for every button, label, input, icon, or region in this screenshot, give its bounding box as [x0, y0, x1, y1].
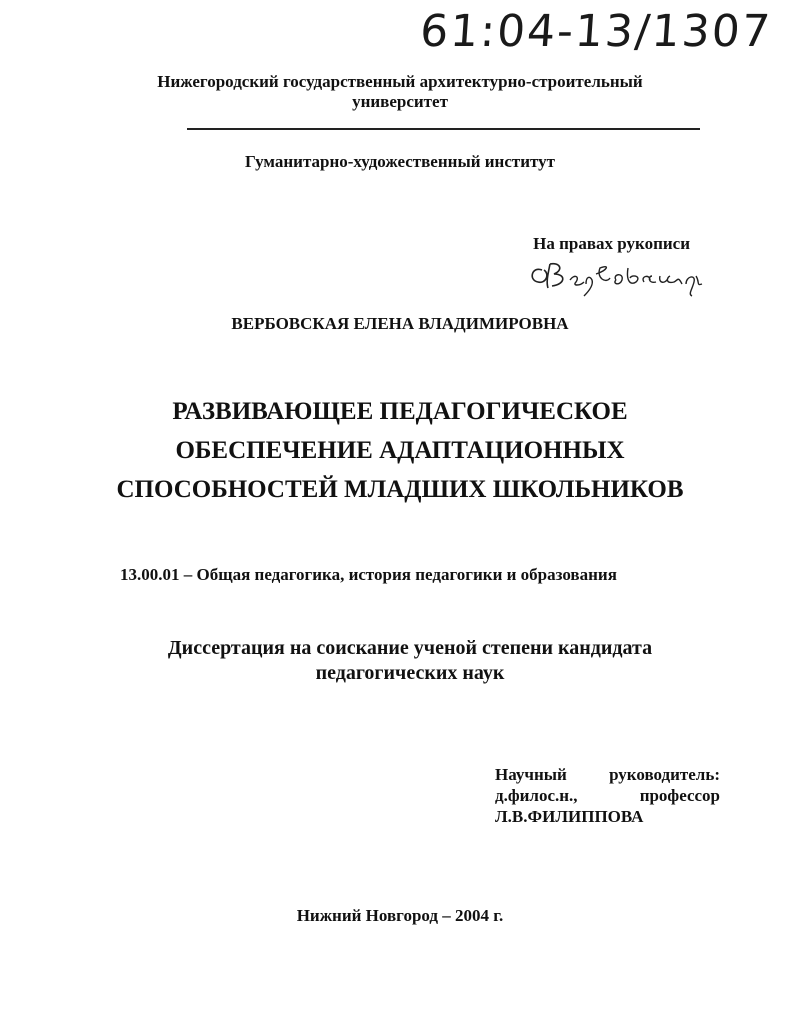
- archive-stamp: 61:04-13/1307: [418, 6, 774, 57]
- supervisor-label-right: руководитель:: [609, 765, 720, 784]
- supervisor-label-left: Научный: [495, 765, 567, 784]
- manuscript-note: На правах рукописи: [533, 234, 690, 253]
- degree-statement: [100, 636, 720, 686]
- title-line: СПОСОБНОСТЕЙ МЛАДШИХ ШКОЛЬНИКОВ: [116, 476, 684, 503]
- supervisor-block: [495, 764, 720, 827]
- title-line: РАЗВИВАЮЩЕЕ ПЕДАГОГИЧЕСКОЕ: [172, 398, 628, 425]
- supervisor-degree: д.филос.н.,: [495, 786, 578, 805]
- dissertation-title: [100, 392, 700, 509]
- author-name: ВЕРБОВСКАЯ ЕЛЕНА ВЛАДИМИРОВНА: [231, 314, 569, 333]
- university-name: Нижегородский государственный архитектурно-строительный университет: [157, 72, 643, 111]
- city-year: Нижний Новгород – 2004 г.: [296, 906, 504, 925]
- degree-line: Диссертация на соискание ученой степени кандидата: [167, 637, 653, 659]
- supervisor-degree-row: [495, 785, 720, 806]
- degree-line: педагогических наук: [315, 662, 505, 684]
- institute-name: Гуманитарно-художественный институт: [244, 152, 556, 171]
- supervisor-rank: профессор: [639, 786, 720, 805]
- header-divider: [187, 128, 700, 130]
- supervisor-name: Л.В.ФИЛИППОВА: [495, 807, 644, 826]
- supervisor-label-row: [495, 764, 720, 785]
- title-line: ОБЕСПЕЧЕНИЕ АДАПТАЦИОННЫХ: [175, 437, 625, 464]
- handwritten-signature: [520, 254, 720, 298]
- specialty-code: 13.00.01 – Общая педагогика, история педагогики и образования: [120, 565, 617, 584]
